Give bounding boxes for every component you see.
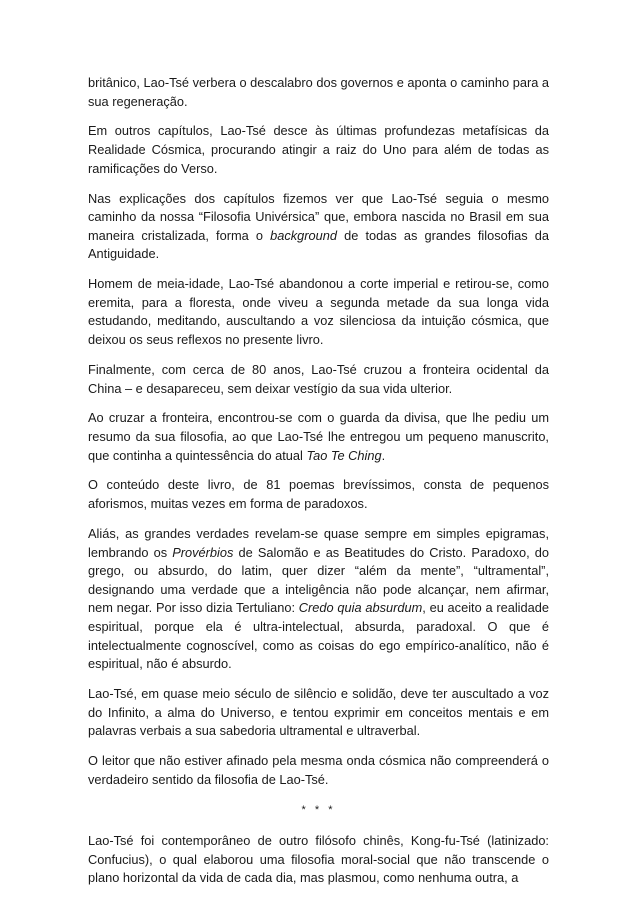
italic-text: Credo quia absurdum	[298, 600, 423, 616]
text-segment: Lao-Tsé foi contemporâneo de outro filósofo chinês, Kong-fu-Tsé (latinizado: Confucius), o qual elaborou uma filosofia moral-social que não transcende o plano horizontal da vida de cada dia, mas plasmou, como nenhuma outra, a	[88, 833, 549, 886]
text-segment: britânico, Lao-Tsé verbera o descalabro dos governos e aponta o caminho para a sua regeneração.	[88, 75, 549, 109]
italic-text: Provérbios	[172, 544, 234, 560]
paragraph	[88, 122, 549, 178]
paragraphs-before-separator	[88, 74, 549, 789]
paragraph	[88, 409, 549, 465]
text-segment: Ao cruzar a fronteira, encontrou-se com o guarda da divisa, que lhe pediu um resumo da sua filosofia, ao que Lao-Tsé lhe entregou um pequeno manuscrito, que continha a quintessência do atual	[88, 410, 549, 463]
paragraph	[88, 476, 549, 513]
text-segment: O leitor que não estiver afinado pela mesma onda cósmica não compreenderá o verdadeiro sentido da filosofia de Lao-Tsé.	[88, 753, 549, 787]
paragraphs-after-separator	[88, 832, 549, 888]
paragraph	[88, 361, 549, 398]
text-segment: Finalmente, com cerca de 80 anos, Lao-Tsé cruzou a fronteira ocidental da China – e desapareceu, sem deixar vestígio da sua vida ulterior.	[88, 361, 549, 396]
body-text	[88, 74, 549, 899]
paragraph	[88, 752, 549, 789]
paragraph	[88, 275, 549, 349]
paragraph	[88, 685, 549, 741]
text-segment: Homem de meia-idade, Lao-Tsé abandonou a corte imperial e retirou-se, como eremita, para a floresta, onde viveu a segunda metade da sua longa vida estudando, meditando, auscultando a voz silenciosa da intuição cósmica, que deixou os seus reflexos no presente livro.	[88, 276, 549, 348]
paragraph	[88, 190, 549, 264]
text-segment: .	[381, 447, 386, 463]
paragraph	[88, 525, 549, 674]
text-segment: , eu aceito a realidade espiritual, porque ela é ultra-intelectual, absurda, paradoxal. O que é intelectualmente cognoscível, como as coisas do ego empírico-analítico, não é espiritual, não é absurdo.	[88, 600, 549, 672]
section-separator: * * *	[301, 803, 336, 816]
text-segment: Nas explicações dos capítulos fizemos ver que Lao-Tsé seguia o mesmo caminho da nossa “Filosofia Univérsica” que, embora nascida no Brasil em sua maneira cristalizada, forma o	[88, 190, 549, 243]
text-segment: de todas as grandes filosofias da Antiguidade.	[88, 227, 549, 262]
text-segment: de Salomão e as Beatitudes do Cristo. Paradoxo, do grego, ou absurdo, do latim, quer dizer “além da mente”, “ultramental”, designando uma verdade que a inteligência não pode alcançar, nem afirmar, nem negar. Por isso dizia Tertuliano:	[88, 544, 550, 616]
paragraph	[88, 74, 549, 111]
text-segment: Aliás, as grandes verdades revelam-se quase sempre em simples epigramas, lembrando os	[88, 525, 549, 560]
italic-text: background	[270, 227, 337, 243]
italic-text: Tao Te Ching	[306, 447, 382, 463]
text-segment: Lao-Tsé, em quase meio século de silêncio e solidão, deve ter auscultado a voz do Infinito, a alma do Universo, e tentou exprimir em conceitos mentais e em palavras verbais a sua sabedoria ultramental e ultraverbal.	[88, 686, 549, 739]
text-segment: Em outros capítulos, Lao-Tsé desce às últimas profundezas metafísicas da Realidade Cósmica, procurando atingir a raiz do Uno para além de todas as ramificações do Verso.	[88, 123, 549, 176]
paragraph	[88, 832, 549, 888]
text-segment: O conteúdo deste livro, de 81 poemas brevíssimos, consta de pequenos aforismos, muitas vezes em forma de paradoxos.	[88, 477, 549, 512]
